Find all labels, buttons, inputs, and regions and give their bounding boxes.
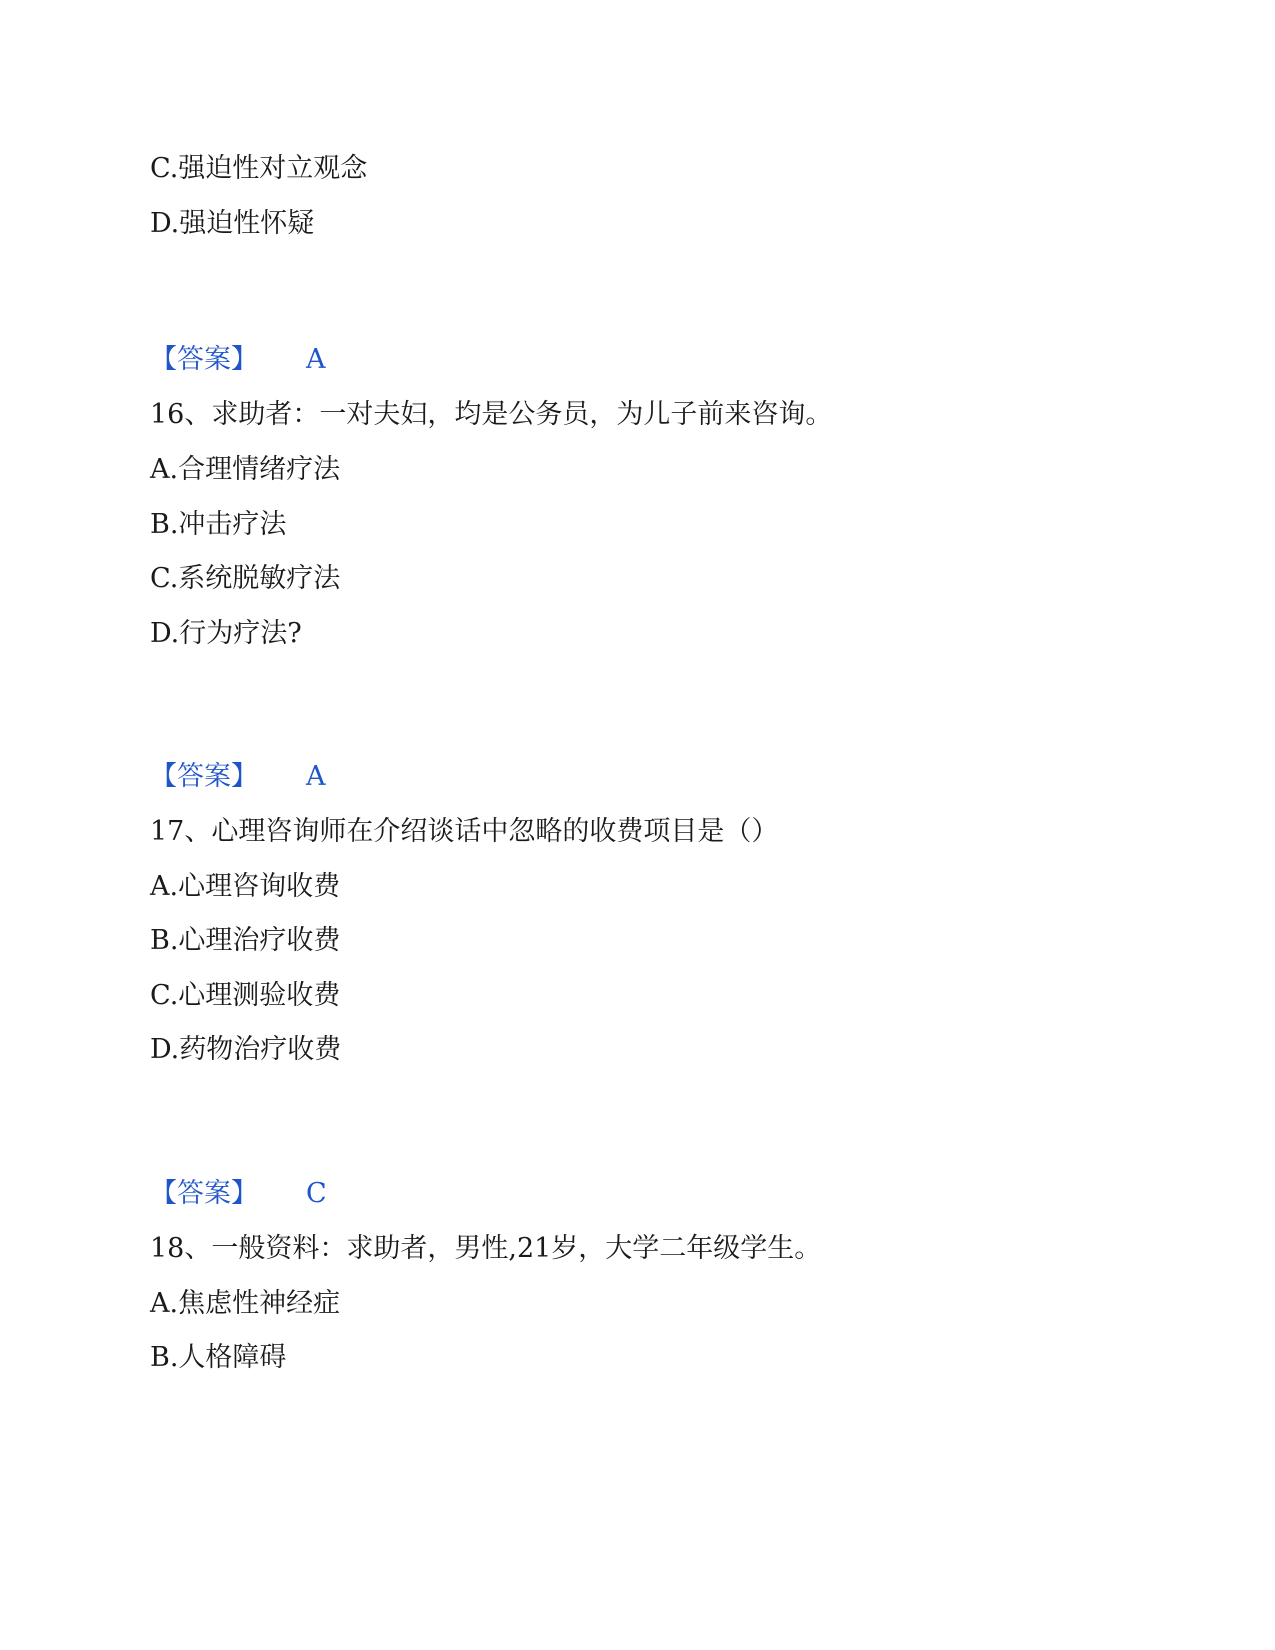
question-stem: 16、求助者：一对夫妇，均是公务员，为儿子前来咨询。: [150, 399, 833, 430]
answer-value: A: [306, 344, 326, 375]
answer-value: A: [306, 761, 326, 792]
option-a: A.心理咨询收费: [150, 871, 341, 902]
answer-label: 【答案】: [150, 1178, 258, 1209]
option-d: D.行为疗法?: [150, 618, 302, 649]
option-a: A.焦虑性神经症: [150, 1288, 341, 1319]
option-b: B.冲击疗法: [150, 509, 287, 540]
option-c: C.强迫性对立观念: [150, 153, 368, 184]
answer-value: C: [306, 1178, 327, 1209]
question-stem: 17、心理咨询师在介绍谈话中忽略的收费项目是（）: [150, 816, 779, 847]
option-b: B.心理治疗收费: [150, 925, 341, 956]
option-a: A.合理情绪疗法: [150, 454, 341, 485]
option-d: D.强迫性怀疑: [150, 208, 315, 239]
answer-label: 【答案】: [150, 761, 258, 792]
option-b: B.人格障碍: [150, 1342, 287, 1373]
answer-line: [150, 760, 326, 794]
option-d: D.药物治疗收费: [150, 1034, 342, 1065]
option-c: C.心理测验收费: [150, 980, 341, 1011]
answer-line: [150, 1177, 327, 1211]
answer-label: 【答案】: [150, 344, 258, 375]
option-c: C.系统脱敏疗法: [150, 563, 341, 594]
question-stem: 18、一般资料：求助者，男性,21岁，大学二年级学生。: [150, 1233, 822, 1264]
answer-line: [150, 343, 326, 377]
